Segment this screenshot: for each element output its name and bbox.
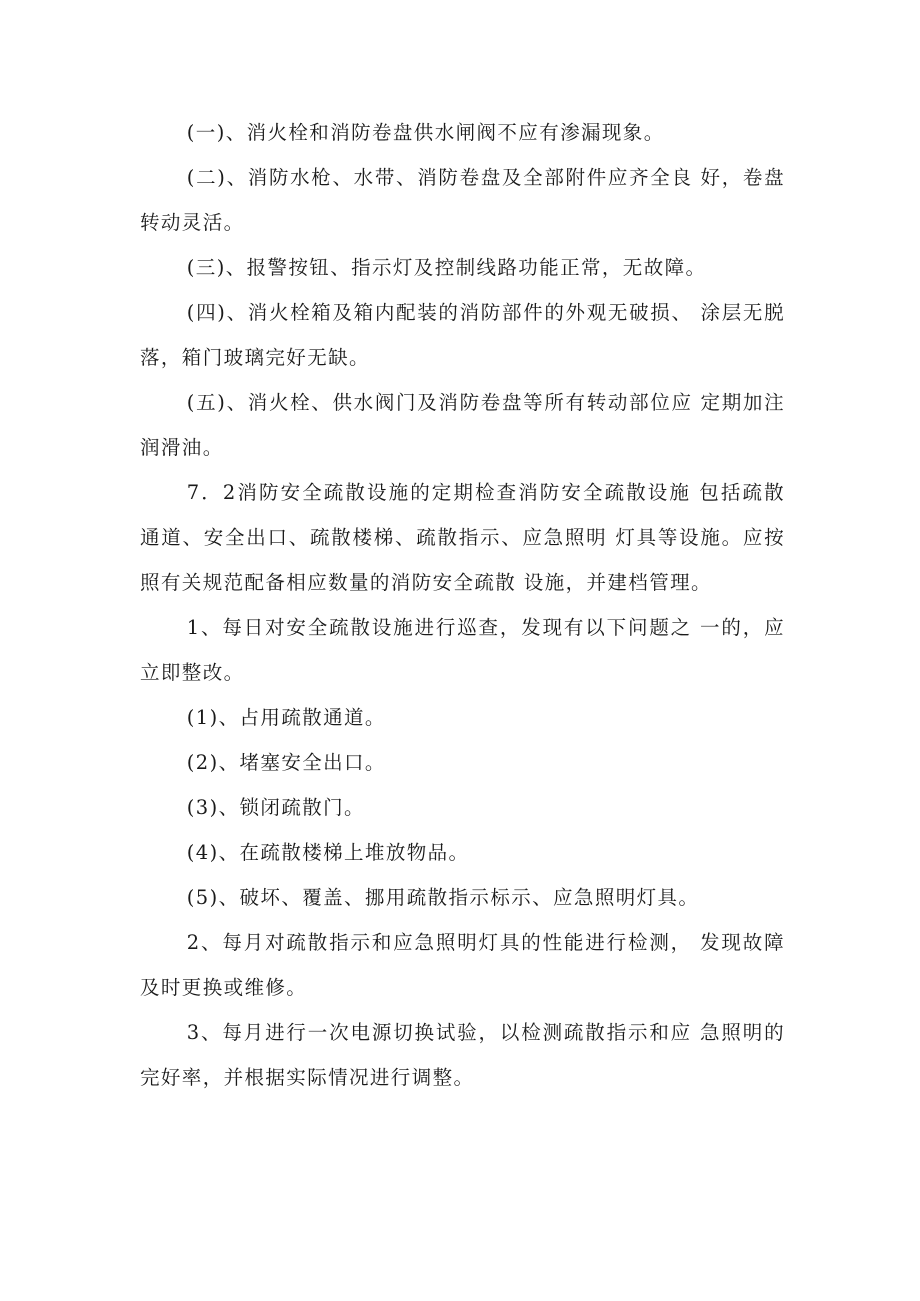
paragraph-9: (2)、堵塞安全出口。 — [186, 751, 386, 774]
paragraph-2: (二)、消防水枪、水带、消防卷盘及全部附件应齐全良 好，卷盘转动灵活。 — [140, 166, 785, 234]
paragraph-1: (一)、消火栓和消防卷盘供水闸阀不应有渗漏现象。 — [186, 121, 665, 144]
paragraph-8: (1)、占用疏散通道。 — [186, 706, 386, 729]
paragraph-11: (4)、在疏散楼梯上堆放物品。 — [186, 841, 470, 864]
paragraph-14: 3、每月进行一次电源切换试验，以检测疏散指示和应 急照明的完好率，并根据实际情况进行调整。 — [140, 1021, 785, 1089]
paragraph-10: (3)、锁闭疏散门。 — [186, 796, 365, 819]
paragraph-6: 7．2消防安全疏散设施的定期检查消防安全疏散设施 包括疏散通道、安全出口、疏散楼梯、疏散指示、应急照明 灯具等设施。应按照有关规范配备相应数量的消防安全疏散 设施，并建档管理。 — [140, 481, 785, 594]
paragraph-12: (5)、破坏、覆盖、挪用疏散指示标示、应急照明灯具。 — [186, 886, 700, 909]
document-body — [140, 110, 785, 1100]
paragraph-7: 1、每日对安全疏散设施进行巡查，发现有以下问题之 一的，应立即整改。 — [140, 616, 785, 684]
paragraph-13: 2、每月对疏散指示和应急照明灯具的性能进行检测， 发现故障及时更换或维修。 — [140, 931, 785, 999]
paragraph-4: (四)、消火栓箱及箱内配装的消防部件的外观无破损、 涂层无脱落，箱门玻璃完好无缺。 — [140, 301, 785, 369]
paragraph-5: (五)、消火栓、供水阀门及消防卷盘等所有转动部位应 定期加注润滑油。 — [140, 391, 785, 459]
paragraph-3: (三)、报警按钮、指示灯及控制线路功能正常，无故障。 — [186, 256, 707, 279]
